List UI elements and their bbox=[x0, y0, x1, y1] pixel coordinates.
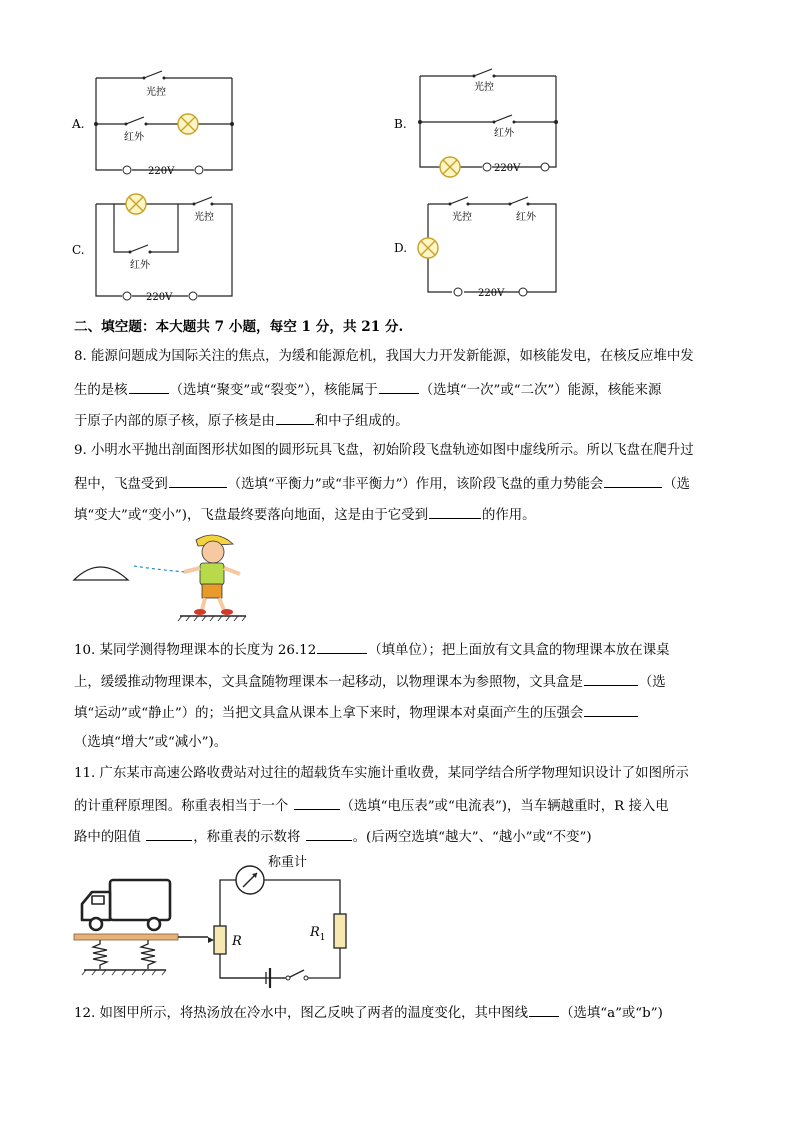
circuit-b-light-label: 光控 bbox=[474, 82, 494, 93]
circuit-a-ir-label: 红外 bbox=[124, 132, 144, 143]
q8-text: （选填“聚变”或“裂变”），核能属于 bbox=[169, 383, 378, 398]
resistor-r1 bbox=[334, 914, 346, 948]
q10-line-2 bbox=[74, 672, 666, 692]
meter-label: 称重计 bbox=[268, 855, 308, 870]
circuit-b-label: B. bbox=[394, 117, 407, 131]
variable-resistor-r bbox=[214, 926, 226, 954]
circuit-d-label: D. bbox=[394, 241, 408, 255]
q9-text: 填“变大”或“变小”)，飞盘最终要落向地面，这是由于它受到 bbox=[74, 508, 428, 523]
q9-answer-blank-2[interactable] bbox=[604, 474, 662, 488]
q9-line-2 bbox=[74, 474, 690, 494]
q8-line-1: 8. 能源问题成为国际关注的焦点，为缓和能源危机，我国大力开发新能源，如核能发电，在核反应堆中发 bbox=[74, 349, 694, 364]
q11-text: 的计重秤原理图。称重表相当于一个 bbox=[74, 799, 293, 814]
circuit-c-voltage-label: 220V bbox=[146, 292, 173, 303]
q10-line-3 bbox=[74, 703, 639, 723]
q10-answer-blank-3[interactable] bbox=[584, 703, 638, 717]
circuit-b-ir-label: 红外 bbox=[494, 128, 514, 139]
circuit-a bbox=[60, 60, 260, 185]
q10-text: （填单位）；把上面放有文具盒的物理课本放在课桌 bbox=[368, 643, 670, 658]
q11-line-1: 11. 广东某市高速公路收费站对过往的超载货车实施计重收费，某同学结合所学物理知识设计了如图所示 bbox=[74, 766, 689, 781]
q11-answer-blank-1[interactable] bbox=[294, 796, 340, 810]
q10-text: （选 bbox=[638, 675, 666, 690]
q11-text: ，称重表的示数将 bbox=[193, 830, 305, 845]
q10-line-1 bbox=[74, 640, 670, 660]
q10-answer-blank-1[interactable] bbox=[317, 640, 367, 654]
q9-text: 的作用。 bbox=[481, 508, 536, 523]
scale-platform bbox=[74, 934, 178, 940]
q9-text: （选填“平衡力”或“非平衡力”）作用，该阶段飞盘的重力势能会 bbox=[227, 477, 604, 492]
q8-answer-blank-1[interactable] bbox=[129, 380, 169, 394]
q8-text: 生的是核 bbox=[74, 383, 128, 398]
lamp-icon bbox=[418, 238, 438, 258]
q12-text: 12. 如图甲所示，将热汤放在冷水中，图乙反映了两者的温度变化，其中图线 bbox=[74, 1006, 529, 1021]
q8-answer-blank-3[interactable] bbox=[276, 411, 314, 425]
lamp-icon bbox=[440, 157, 460, 177]
q11-answer-blank-3[interactable] bbox=[306, 827, 352, 841]
q12-line-1 bbox=[74, 1003, 663, 1023]
q11-answer-blank-2[interactable] bbox=[146, 827, 192, 841]
q8-text: 和中子组成的。 bbox=[314, 414, 409, 429]
q11-text: 路中的阻值 bbox=[74, 830, 146, 845]
q8-answer-blank-2[interactable] bbox=[379, 380, 419, 394]
q8-line-2 bbox=[74, 380, 661, 400]
q8-text: （选填“一次”或“二次”）能源，核能来源 bbox=[419, 383, 662, 398]
frisbee-icon bbox=[74, 567, 128, 580]
q11-line-2 bbox=[74, 796, 669, 816]
q11-text: （选填“电压表”或“电流表”)，当车辆越重时，R 接入电 bbox=[340, 799, 669, 814]
q10-answer-blank-2[interactable] bbox=[584, 672, 638, 686]
q8-line-3 bbox=[74, 411, 409, 431]
frisbee-figure bbox=[70, 532, 270, 622]
circuit-a-light-label: 光控 bbox=[146, 87, 166, 98]
truck-icon bbox=[82, 880, 170, 930]
q9-answer-blank-1[interactable] bbox=[169, 474, 227, 488]
circuit-c-label: C. bbox=[72, 243, 85, 257]
q9-line-1: 9. 小明水平抛出剖面图形状如图的圆形玩具飞盘，初始阶段飞盘轨迹如图中虚线所示。所以飞盘在爬升过 bbox=[74, 443, 694, 458]
section-heading: 二、填空题：本大题共 7 小题，每空 1 分，共 21 分. bbox=[74, 319, 404, 335]
q9-text: 程中，飞盘受到 bbox=[74, 477, 168, 492]
q10-line-4: （选填“增大”或“减小”)。 bbox=[74, 735, 228, 750]
boy-icon bbox=[184, 535, 240, 615]
spring-icon bbox=[93, 940, 155, 969]
circuit-c-light-label: 光控 bbox=[194, 212, 214, 223]
q11-line-3 bbox=[74, 827, 592, 847]
weight-meter-icon bbox=[236, 866, 264, 894]
circuit-d-ir-label: 红外 bbox=[516, 212, 536, 223]
weighing-scale-circuit bbox=[70, 852, 360, 990]
circuit-b bbox=[390, 60, 570, 185]
q12-text: （选填“a”或“b”) bbox=[560, 1006, 663, 1021]
q10-text: 填“运动”或“静止”）的；当把文具盒从课本上拿下来时，物理课本对桌面产生的压强会 bbox=[74, 706, 584, 721]
r-label: R bbox=[232, 934, 242, 949]
q11-text: 。(后两空选填“越大”、“越小”或“不变”) bbox=[352, 830, 592, 845]
q10-text: 上，缓缓推动物理课本，文具盒随物理课本一起移动，以物理课本为参照物，文具盒是 bbox=[74, 675, 583, 690]
circuit-c bbox=[60, 188, 260, 306]
circuit-a-label: A. bbox=[72, 117, 85, 131]
lamp-icon bbox=[126, 194, 146, 214]
q9-answer-blank-3[interactable] bbox=[429, 505, 481, 519]
lamp-icon bbox=[178, 114, 198, 134]
circuit-d-light-label: 光控 bbox=[452, 212, 472, 223]
circuit-d-voltage-label: 220V bbox=[478, 288, 505, 299]
q12-answer-blank-1[interactable] bbox=[529, 1003, 559, 1017]
r1-label: $R_1$ bbox=[310, 925, 326, 943]
circuit-b-voltage-label: 220V bbox=[494, 163, 521, 174]
circuit-a-voltage-label: 220V bbox=[148, 166, 175, 177]
q8-text: 于原子内部的原子核，原子核是由 bbox=[74, 414, 275, 429]
circuit-c-ir-label: 红外 bbox=[130, 260, 150, 271]
q10-text: 10. 某同学测得物理课本的长度为 26.12 bbox=[74, 643, 317, 658]
q9-text: （选 bbox=[663, 477, 691, 492]
q9-line-3 bbox=[74, 505, 536, 525]
circuit-d bbox=[390, 188, 570, 306]
